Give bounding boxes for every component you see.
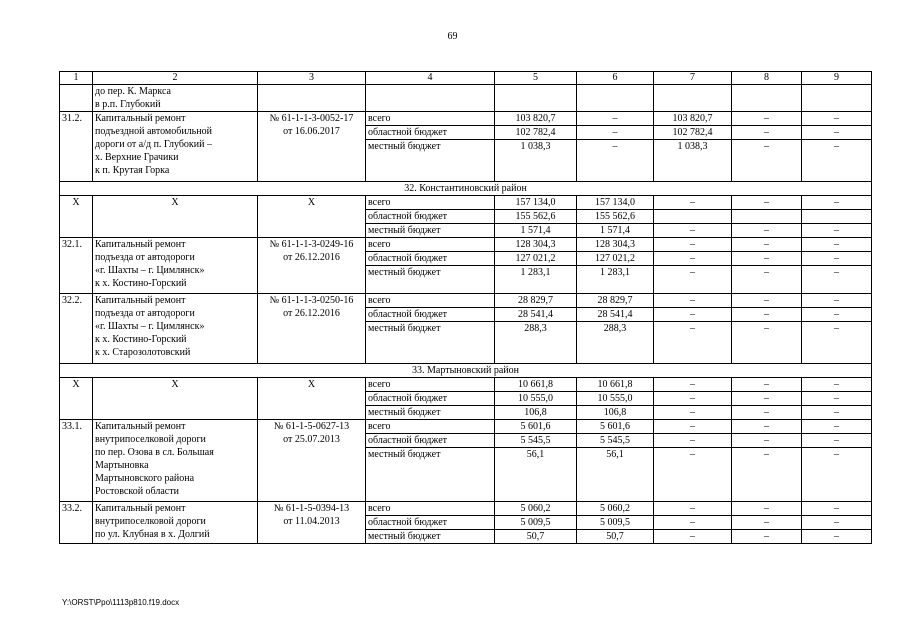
document-number: № 61-1-1-3-0052-17 от 16.06.2017 xyxy=(258,112,366,182)
col-header: 1 xyxy=(60,72,93,85)
table-row: местный бюджет 288,3 288,3 – – – xyxy=(60,322,872,364)
table-row: местный бюджет 1 571,4 1 571,4 – – – xyxy=(60,224,872,238)
col-header: 7 xyxy=(654,72,732,85)
col-header: 9 xyxy=(802,72,872,85)
col-header: 6 xyxy=(577,72,654,85)
section-title: 32. Константиновский район xyxy=(60,182,872,196)
table-row: 33.1. Капитальный ремонт внутрипоселковой дороги по пер. Озова в сл. Большая Мартыновка Мартыновского района Ростовской области № 61-1-5-0627-13 от 25.07.2013 всего 5 601,6 5 601,6 – – – xyxy=(60,420,872,434)
col-header: 5 xyxy=(495,72,577,85)
col-header: 4 xyxy=(366,72,495,85)
section-row xyxy=(60,182,872,196)
col-header: 3 xyxy=(258,72,366,85)
section-row xyxy=(60,364,872,378)
budget-type: местный бюджет xyxy=(366,140,495,182)
table-row: областной бюджет 5 545,5 5 545,5 – – – xyxy=(60,434,872,448)
file-path-footer: Y:\ORST\Ppo\1113p810.f19.docx xyxy=(62,598,180,607)
table-row: областной бюджет 5 009,5 5 009,5 – – – xyxy=(60,516,872,530)
table-row: местный бюджет 50,7 50,7 – – – xyxy=(60,530,872,544)
table-row: X X X всего 157 134,0 157 134,0 – – – xyxy=(60,196,872,210)
page-number: 69 xyxy=(447,31,458,42)
table-row: местный бюджет 1 283,1 1 283,1 – – – xyxy=(60,266,872,294)
table-row: 32.2. Капитальный ремонт подъезда от автодороги «г. Шахты – г. Цимлянск» к х. Костино-Горский к х. Старозолотовский № 61-1-1-3-0250-16 от 26.12.2016 всего 28 829,7 28 829,7 – – – xyxy=(60,294,872,308)
object-name: Капитальный ремонт подъезда от автодороги «г. Шахты – г. Цимлянск» к х. Костино-Горский к х. Старозолотовский xyxy=(93,294,258,364)
table-row: местный бюджет 56,1 56,1 – – – xyxy=(60,448,872,502)
document-number: № 61-1-1-3-0250-16 от 26.12.2016 xyxy=(258,294,366,364)
section-title: 33. Мартыновский район xyxy=(60,364,872,378)
table-row: областной бюджет 10 555,0 10 555,0 – – – xyxy=(60,392,872,406)
object-name: Капитальный ремонт подъезда от автодороги «г. Шахты – г. Цимлянск» к х. Костино-Горский xyxy=(93,238,258,294)
table-row: местный бюджет 106,8 106,8 – – – xyxy=(60,406,872,420)
budget-type: областной бюджет xyxy=(366,126,495,140)
budget-table xyxy=(59,71,872,544)
document-number: № 61-1-5-0394-13 от 11.04.2013 xyxy=(258,502,366,544)
header-row xyxy=(60,72,872,85)
object-name: Капитальный ремонт внутрипоселковой дороги по пер. Озова в сл. Большая Мартыновка Мартыновского района Ростовской области xyxy=(93,420,258,502)
table-row: 33.2. Капитальный ремонт внутрипоселковой дороги по ул. Клубная в х. Долгий № 61-1-5-0394-13 от 11.04.2013 всего 5 060,2 5 060,2 – – – xyxy=(60,502,872,516)
object-name: до пер. К. Маркса в р.п. Глубокий xyxy=(93,85,258,112)
document-number: № 61-1-5-0627-13 от 25.07.2013 xyxy=(258,420,366,502)
object-name: Капитальный ремонт внутрипоселковой дороги по ул. Клубная в х. Долгий xyxy=(93,502,258,544)
table-row xyxy=(60,85,872,112)
table-row: областной бюджет 102 782,4 – 102 782,4 – – xyxy=(60,126,872,140)
budget-type: всего xyxy=(366,112,495,126)
row-number: 31.2. xyxy=(60,112,93,182)
table-row: областной бюджет 127 021,2 127 021,2 – – – xyxy=(60,252,872,266)
table-row: 31.2. Капитальный ремонт подъездной автомобильной дороги от а/д п. Глубокий – х. Верхние Грачики к п. Крутая Горка № 61-1-1-3-0052-17 от 16.06.2017 всего 103 820,7 – 103 820,7 – – xyxy=(60,112,872,126)
table-row: местный бюджет 1 038,3 – 1 038,3 – – xyxy=(60,140,872,182)
table-row: областной бюджет 28 541,4 28 541,4 – – – xyxy=(60,308,872,322)
document-number: № 61-1-1-3-0249-16 от 26.12.2016 xyxy=(258,238,366,294)
col-header: 8 xyxy=(732,72,802,85)
table-row: X X X всего 10 661,8 10 661,8 – – – xyxy=(60,378,872,392)
table-row: областной бюджет 155 562,6 155 562,6 xyxy=(60,210,872,224)
col-header: 2 xyxy=(93,72,258,85)
object-name: Капитальный ремонт подъездной автомобильной дороги от а/д п. Глубокий – х. Верхние Грачики к п. Крутая Горка xyxy=(93,112,258,182)
table-row: 32.1. Капитальный ремонт подъезда от автодороги «г. Шахты – г. Цимлянск» к х. Костино-Горский № 61-1-1-3-0249-16 от 26.12.2016 всего 128 304,3 128 304,3 – – – xyxy=(60,238,872,252)
